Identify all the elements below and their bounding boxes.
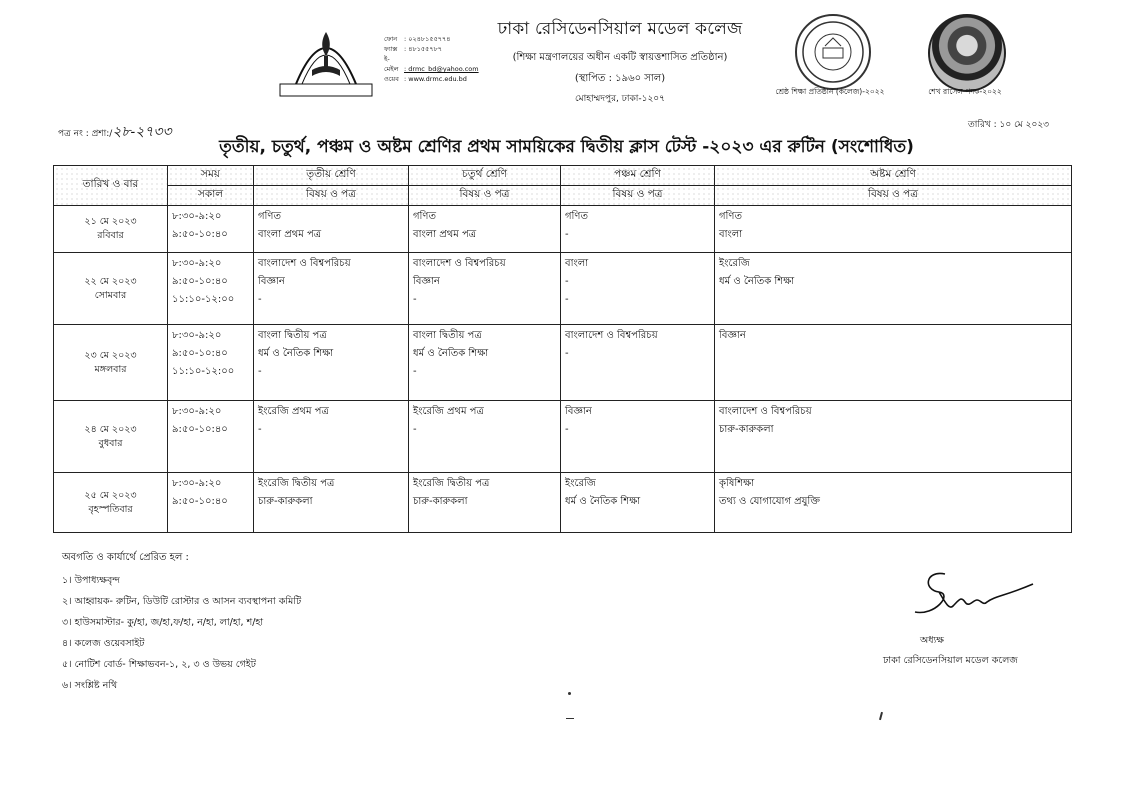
class8-cell: ইংরেজি ধর্ম ও নৈতিক শিক্ষা: [715, 253, 1072, 325]
header-subject-c4: বিষয় ও পত্র: [409, 186, 561, 206]
contact-email: ই-মেইল : drmc_bd@yahoo.com: [384, 55, 479, 73]
established-year: (স্থাপিত : ১৯৬০ সাল): [574, 73, 666, 84]
class5-cell: বাংলাদেশ ও বিশ্বপরিচয় -: [561, 325, 715, 401]
date-cell: ২২ মে ২০২৩ সোমবার: [54, 253, 168, 325]
class3-cell: গণিত বাংলা প্রথম পত্র: [254, 206, 409, 253]
class5-cell: বাংলা - -: [561, 253, 715, 325]
class4-cell: ইংরেজি প্রথম পত্র -: [409, 401, 561, 473]
header-date-day: তারিখ ও বার: [54, 166, 168, 206]
date-cell: ২৪ মে ২০২৩ বুধবার: [54, 401, 168, 473]
time-cell: ৮:৩০-৯:২০ ৯:৫০-১০:৪০ ১১:১০-১২:০০: [168, 325, 254, 401]
header-subject-c5: বিষয় ও পত্র: [561, 186, 715, 206]
college-heading: [470, 16, 770, 106]
stray-mark: [566, 718, 574, 719]
class8-cell: বাংলাদেশ ও বিশ্বপরিচয় চারু-কারুকলা: [715, 401, 1072, 473]
header-subject-c3: বিষয় ও পত্র: [254, 186, 409, 206]
award-badge-icon: [795, 14, 871, 90]
signatory-organization: ঢাকা রেসিডেনসিয়াল মডেল কলেজ: [883, 655, 1018, 666]
header-shift: সকাল: [168, 186, 254, 206]
routine-table: [53, 165, 1072, 533]
principal-signature: [905, 566, 1045, 626]
badge-caption: শ্রেষ্ঠ শিক্ষা প্রতিষ্ঠান (কলেজ)-২০২২: [775, 87, 885, 96]
contact-fax: ফ্যাক্স : ৪৮১৫৫৭৮৭: [384, 45, 443, 53]
list-item: ৪। কলেজ ওয়েবসাইট: [62, 638, 145, 649]
header-class4: চতুর্থ শ্রেণি: [409, 166, 561, 186]
class3-cell: বাংলা দ্বিতীয় পত্র ধর্ম ও নৈতিক শিক্ষা -: [254, 325, 409, 401]
class4-cell: ইংরেজি দ্বিতীয় পত্র চারু-কারুকলা: [409, 473, 561, 533]
header-subject-c8: বিষয় ও পত্র: [715, 186, 1072, 206]
list-item: ৩। হাউসমাস্টার- কু/হা, জ/হা,ফ/হা, ন/হা, লা/হা, শ/হা: [62, 617, 264, 628]
table-row: [54, 401, 1072, 473]
table-row: [54, 253, 1072, 325]
date-cell: ২৫ মে ২০২৩ বৃহস্পতিবার: [54, 473, 168, 533]
distribution-list: [62, 547, 301, 696]
header-class5: পঞ্চম শ্রেণি: [561, 166, 715, 186]
class5-cell: গণিত -: [561, 206, 715, 253]
portrait-image: [928, 14, 1006, 92]
memo-handwritten-number: ২৮-২৭৩৩: [112, 124, 172, 140]
table-header-row: [54, 166, 1072, 186]
memo-label: পত্র নং : প্রশা:/: [58, 129, 113, 139]
document-title: তৃতীয়, চতুর্থ, পঞ্চম ও অষ্টম শ্রেণির প্রথম সাময়িকের দ্বিতীয় ক্লাস টেস্ট -২০২৩ এর রুটিন (সংশোধিত): [219, 137, 914, 157]
table-row: [54, 325, 1072, 401]
time-cell: ৮:৩০-৯:২০ ৯:৫০-১০:৪০ ১১:১০-১২:০০: [168, 253, 254, 325]
issue-date: তারিখ : ১০ মে ২০২৩: [968, 120, 1050, 130]
class3-cell: ইংরেজি প্রথম পত্র -: [254, 401, 409, 473]
contact-web: ওয়েব : www.drmc.edu.bd: [384, 75, 467, 83]
class8-cell: বিজ্ঞান: [715, 325, 1072, 401]
class5-cell: ইংরেজি ধর্ম ও নৈতিক শিক্ষা: [561, 473, 715, 533]
header-time: সময়: [168, 166, 254, 186]
stray-mark: [879, 712, 883, 720]
date-cell: ২৩ মে ২০২৩ মঙ্গলবার: [54, 325, 168, 401]
time-cell: ৮:৩০-৯:২০ ৯:৫০-১০:৪০: [168, 206, 254, 253]
table-row: [54, 473, 1072, 533]
class4-cell: বাংলাদেশ ও বিশ্বপরিচয় বিজ্ঞান -: [409, 253, 561, 325]
college-name: ঢাকা রেসিডেনসিয়াল মডেল কলেজ: [497, 19, 743, 39]
college-address: মোহাম্মদপুর, ঢাকা-১২০৭: [574, 94, 666, 104]
class8-cell: গণিত বাংলা: [715, 206, 1072, 253]
signatory-role: অধ্যক্ষ: [920, 635, 945, 646]
date-cell: ২১ মে ২০২৩ রবিবার: [54, 206, 168, 253]
table-subheader-row: [54, 186, 1072, 206]
portrait-caption: শেখ রাসেল পদক-২০২২: [928, 87, 1002, 96]
time-cell: ৮:৩০-৯:২০ ৯:৫০-১০:৪০: [168, 473, 254, 533]
list-item: ২। আহ্বায়ক- রুটিন, ডিউটি রোস্টার ও আসন ব্যবস্থাপনা কমিটি: [62, 596, 302, 607]
list-item: ৬। সংশ্লিষ্ট নথি: [62, 680, 118, 691]
college-subtitle: (শিক্ষা মন্ত্রণালয়ের অধীন একটি স্বায়ত্তশাসিত প্রতিষ্ঠান): [512, 52, 728, 63]
time-cell: ৮:৩০-৯:২০ ৯:৫০-১০:৪০: [168, 401, 254, 473]
stray-mark: [568, 692, 571, 695]
college-logo: [276, 22, 376, 100]
header-class8: অষ্টম শ্রেণি: [715, 166, 1072, 186]
class3-cell: ইংরেজি দ্বিতীয় পত্র চারু-কারুকলা: [254, 473, 409, 533]
list-item: ৫। নোটিশ বোর্ড- শিক্ষাভবন-১, ২, ৩ ও উভয় গেইট: [62, 659, 256, 670]
list-item: ১। উপাধ্যক্ষবৃন্দ: [62, 575, 120, 586]
class3-cell: বাংলাদেশ ও বিশ্বপরিচয় বিজ্ঞান -: [254, 253, 409, 325]
class8-cell: কৃষিশিক্ষা তথ্য ও যোগাযোগ প্রযুক্তি: [715, 473, 1072, 533]
contact-block: [384, 34, 479, 84]
class4-cell: গণিত বাংলা প্রথম পত্র: [409, 206, 561, 253]
contact-phone: ফোন : ০২৪৮১৫৫৭৭৪: [384, 35, 451, 43]
header-class3: তৃতীয় শ্রেণি: [254, 166, 409, 186]
distribution-heading: অবগতি ও কার্যার্থে প্রেরিত হল :: [62, 552, 189, 563]
class5-cell: বিজ্ঞান -: [561, 401, 715, 473]
class4-cell: বাংলা দ্বিতীয় পত্র ধর্ম ও নৈতিক শিক্ষা -: [409, 325, 561, 401]
table-row: [54, 206, 1072, 253]
